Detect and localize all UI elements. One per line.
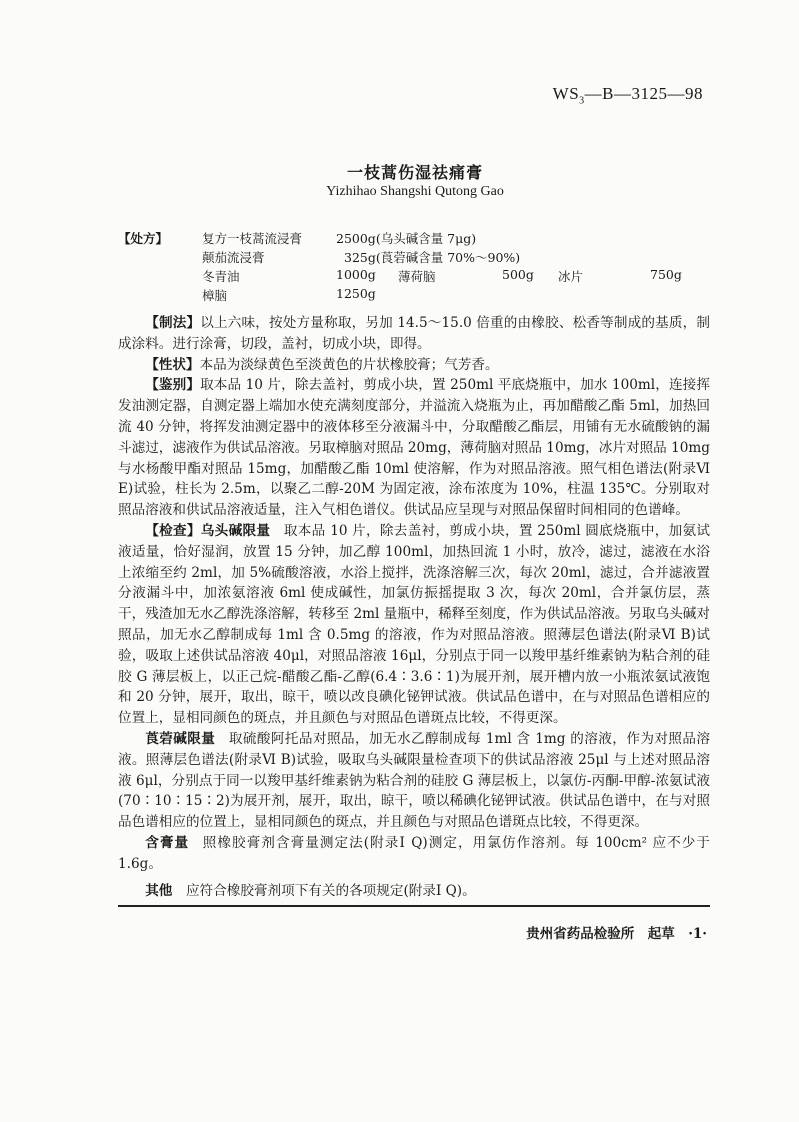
footer-text: 贵州省药品检验所 起草 ·1· bbox=[526, 926, 707, 942]
rx-item: 冬青油 bbox=[202, 269, 240, 284]
content-label: 含膏量 bbox=[145, 834, 190, 851]
character-text: 本品为淡绿黄色至淡黄色的片状橡胶膏；气芳香。 bbox=[199, 356, 499, 373]
method-text: 以上六味，按处方量称取，另加 14.5～15.0 倍重的由橡胶、松香等制成的基质，制成涂料。进行涂膏，切段，盖衬，切成小块，即得。 bbox=[118, 315, 711, 352]
rx-amount: 500g bbox=[502, 267, 534, 282]
rx-item: 冰片 bbox=[558, 269, 584, 284]
rx-row bbox=[118, 248, 708, 267]
rx-amount: 2500g(乌头碱含量 7μg) bbox=[336, 231, 477, 246]
rx-row bbox=[118, 286, 708, 305]
hyoscyamine-label: 莨菪碱限量 bbox=[145, 730, 216, 747]
rx-amount: 325g(莨菪碱含量 70%～90%) bbox=[344, 250, 521, 265]
std-prefix: WS bbox=[552, 84, 580, 103]
rx-item: 颠茄流浸膏 bbox=[202, 250, 265, 265]
rx-row bbox=[118, 229, 708, 248]
prescription bbox=[118, 229, 708, 305]
inspection-section bbox=[118, 521, 710, 729]
other-section bbox=[118, 881, 710, 902]
content-section bbox=[118, 833, 710, 875]
rx-amount: 750g bbox=[650, 267, 682, 282]
other-text: 应符合橡胶膏剂项下有关的各项规定(附录Ⅰ Q)。 bbox=[185, 882, 476, 899]
identification-section bbox=[118, 375, 710, 521]
page-title: 一枝蒿伤湿祛痛膏 bbox=[346, 163, 483, 182]
hyoscyamine-text: 取硫酸阿托品对照品，加无水乙醇制成每 1ml 含 1mg 的溶液，作为对照品溶液。照薄层色谱法(附录Ⅵ B)试验，吸取乌头碱限量检查项下的供试品溶液 25μl 与上述对照品溶液 6μl，分别点于同一以羧甲基纤维素钠为粘合剂的硅胶 G 薄层板上，以氯仿-丙酮-甲醇-浓氨试液(70∶10∶15∶2)为展开剂，展开，取出，晾干，喷以稀碘化铋钾试液。供试品色谱中，在与对照品色谱相应的位置上，显相同颜色的斑点，并且颜色与对照品色谱斑点比较，不得更深。 bbox=[118, 730, 710, 831]
other-label: 其他 bbox=[145, 882, 173, 899]
identification-label: 【鉴别】 bbox=[145, 377, 201, 394]
prescription-label: 【处方】 bbox=[118, 231, 169, 246]
aconitine-label: 乌头碱限量 bbox=[200, 522, 271, 539]
pinyin-title: Yizhihao Shangshi Qutong Gao bbox=[326, 184, 504, 199]
aconitine-text: 取本品 10 片，除去盖衬，剪成小块，置 250ml 圆底烧瓶中，加氨试液适量，恰好湿润，放置 15 分钟，加乙醇 100ml，加热回流 1 小时，放冷，滤过，滤液在水浴上浓缩至约 2ml，加 5%硫酸溶液，水浴上搅拌，洗涤溶解三次，每次 20ml，滤过，合并滤液置分液漏斗中，加浓氨溶液 6ml 使成碱性，加氯仿振摇提取 3 次，每次 20ml，合并氯仿层，蒸干，残渣加无水乙醇洗涤溶解，转移至 2ml 量瓶中，稀释至刻度，作为供试品溶液。另取乌头碱对照品，加无水乙醇制成每 1ml 含 0.5mg 的溶液，作为对照品溶液。照薄层色谱法(附录Ⅵ B)试验，吸取上述供试品溶液 40μl，对照品溶液 16μl，分别点于同一以羧甲基纤维素钠为粘合剂的硅胶 G 薄层板上，以正己烷-醋酸乙酯-乙醇(6.4∶3.6∶1)为展开剂，展开槽内放一小瓶浓氨试液饱和 20 分钟，展开，取出，晾干，喷以改良碘化铋钾试液。供试品色谱中，在与对照品色谱相应的位置上，显相同颜色的斑点，并且颜色与对照品色谱斑点比较，不得更深。 bbox=[118, 522, 711, 727]
identification-text: 取本品 10 片，除去盖衬，剪成小块，置 250ml 平底烧瓶中，加水 100ml，连接挥发油测定器，自测定器上端加水使充满刻度部分，并溢流入烧瓶为止，再加醋酸乙酯 5ml，加热回流 40 分钟，将挥发油测定器中的液体移至分液漏斗中，分取醋酸乙酯层，用铺有无水硫酸钠的漏斗滤过，滤液作为供试品溶液。另取樟脑对照品 20mg，薄荷脑对照品 10mg，冰片对照品 10mg 与水杨酸甲酯对照品 15mg，加醋酸乙酯 10ml 使溶解，作为对照品溶液。照气相色谱法(附录Ⅵ E)试验，柱长为 2.5m，以聚乙二醇-20M 为固定液，涂布浓度为 10%，柱温 135℃。分别取对照品溶液和供试品溶液适量，注入气相色谱仪。供试品应呈现与对照品保留时间相同的色谱峰。 bbox=[118, 377, 710, 519]
std-sub: 3 bbox=[579, 95, 585, 107]
method-label: 【制法】 bbox=[145, 315, 201, 331]
rx-row bbox=[118, 267, 708, 286]
rx-amount: 1000g bbox=[336, 267, 376, 282]
rx-amount: 1250g bbox=[336, 286, 376, 301]
footer-divider bbox=[118, 905, 710, 907]
std-rest: —B—3125—98 bbox=[584, 84, 703, 103]
inspection-label: 【检查】 bbox=[145, 522, 201, 539]
method-section bbox=[118, 313, 710, 355]
monograph-body bbox=[118, 313, 710, 901]
character-label: 【性状】 bbox=[145, 356, 200, 373]
rx-item: 复方一枝蒿流浸膏 bbox=[202, 231, 303, 246]
rx-item: 薄荷脑 bbox=[398, 269, 436, 284]
content-text: 照橡胶膏剂含膏量测定法(附录Ⅰ Q)测定，用氯仿作溶剂。每 100cm² 应不少于 1.6g。 bbox=[118, 834, 711, 872]
hyoscyamine-section bbox=[118, 729, 710, 833]
character-section bbox=[118, 355, 710, 376]
standard-number bbox=[553, 84, 703, 106]
rx-item: 樟脑 bbox=[202, 288, 228, 303]
